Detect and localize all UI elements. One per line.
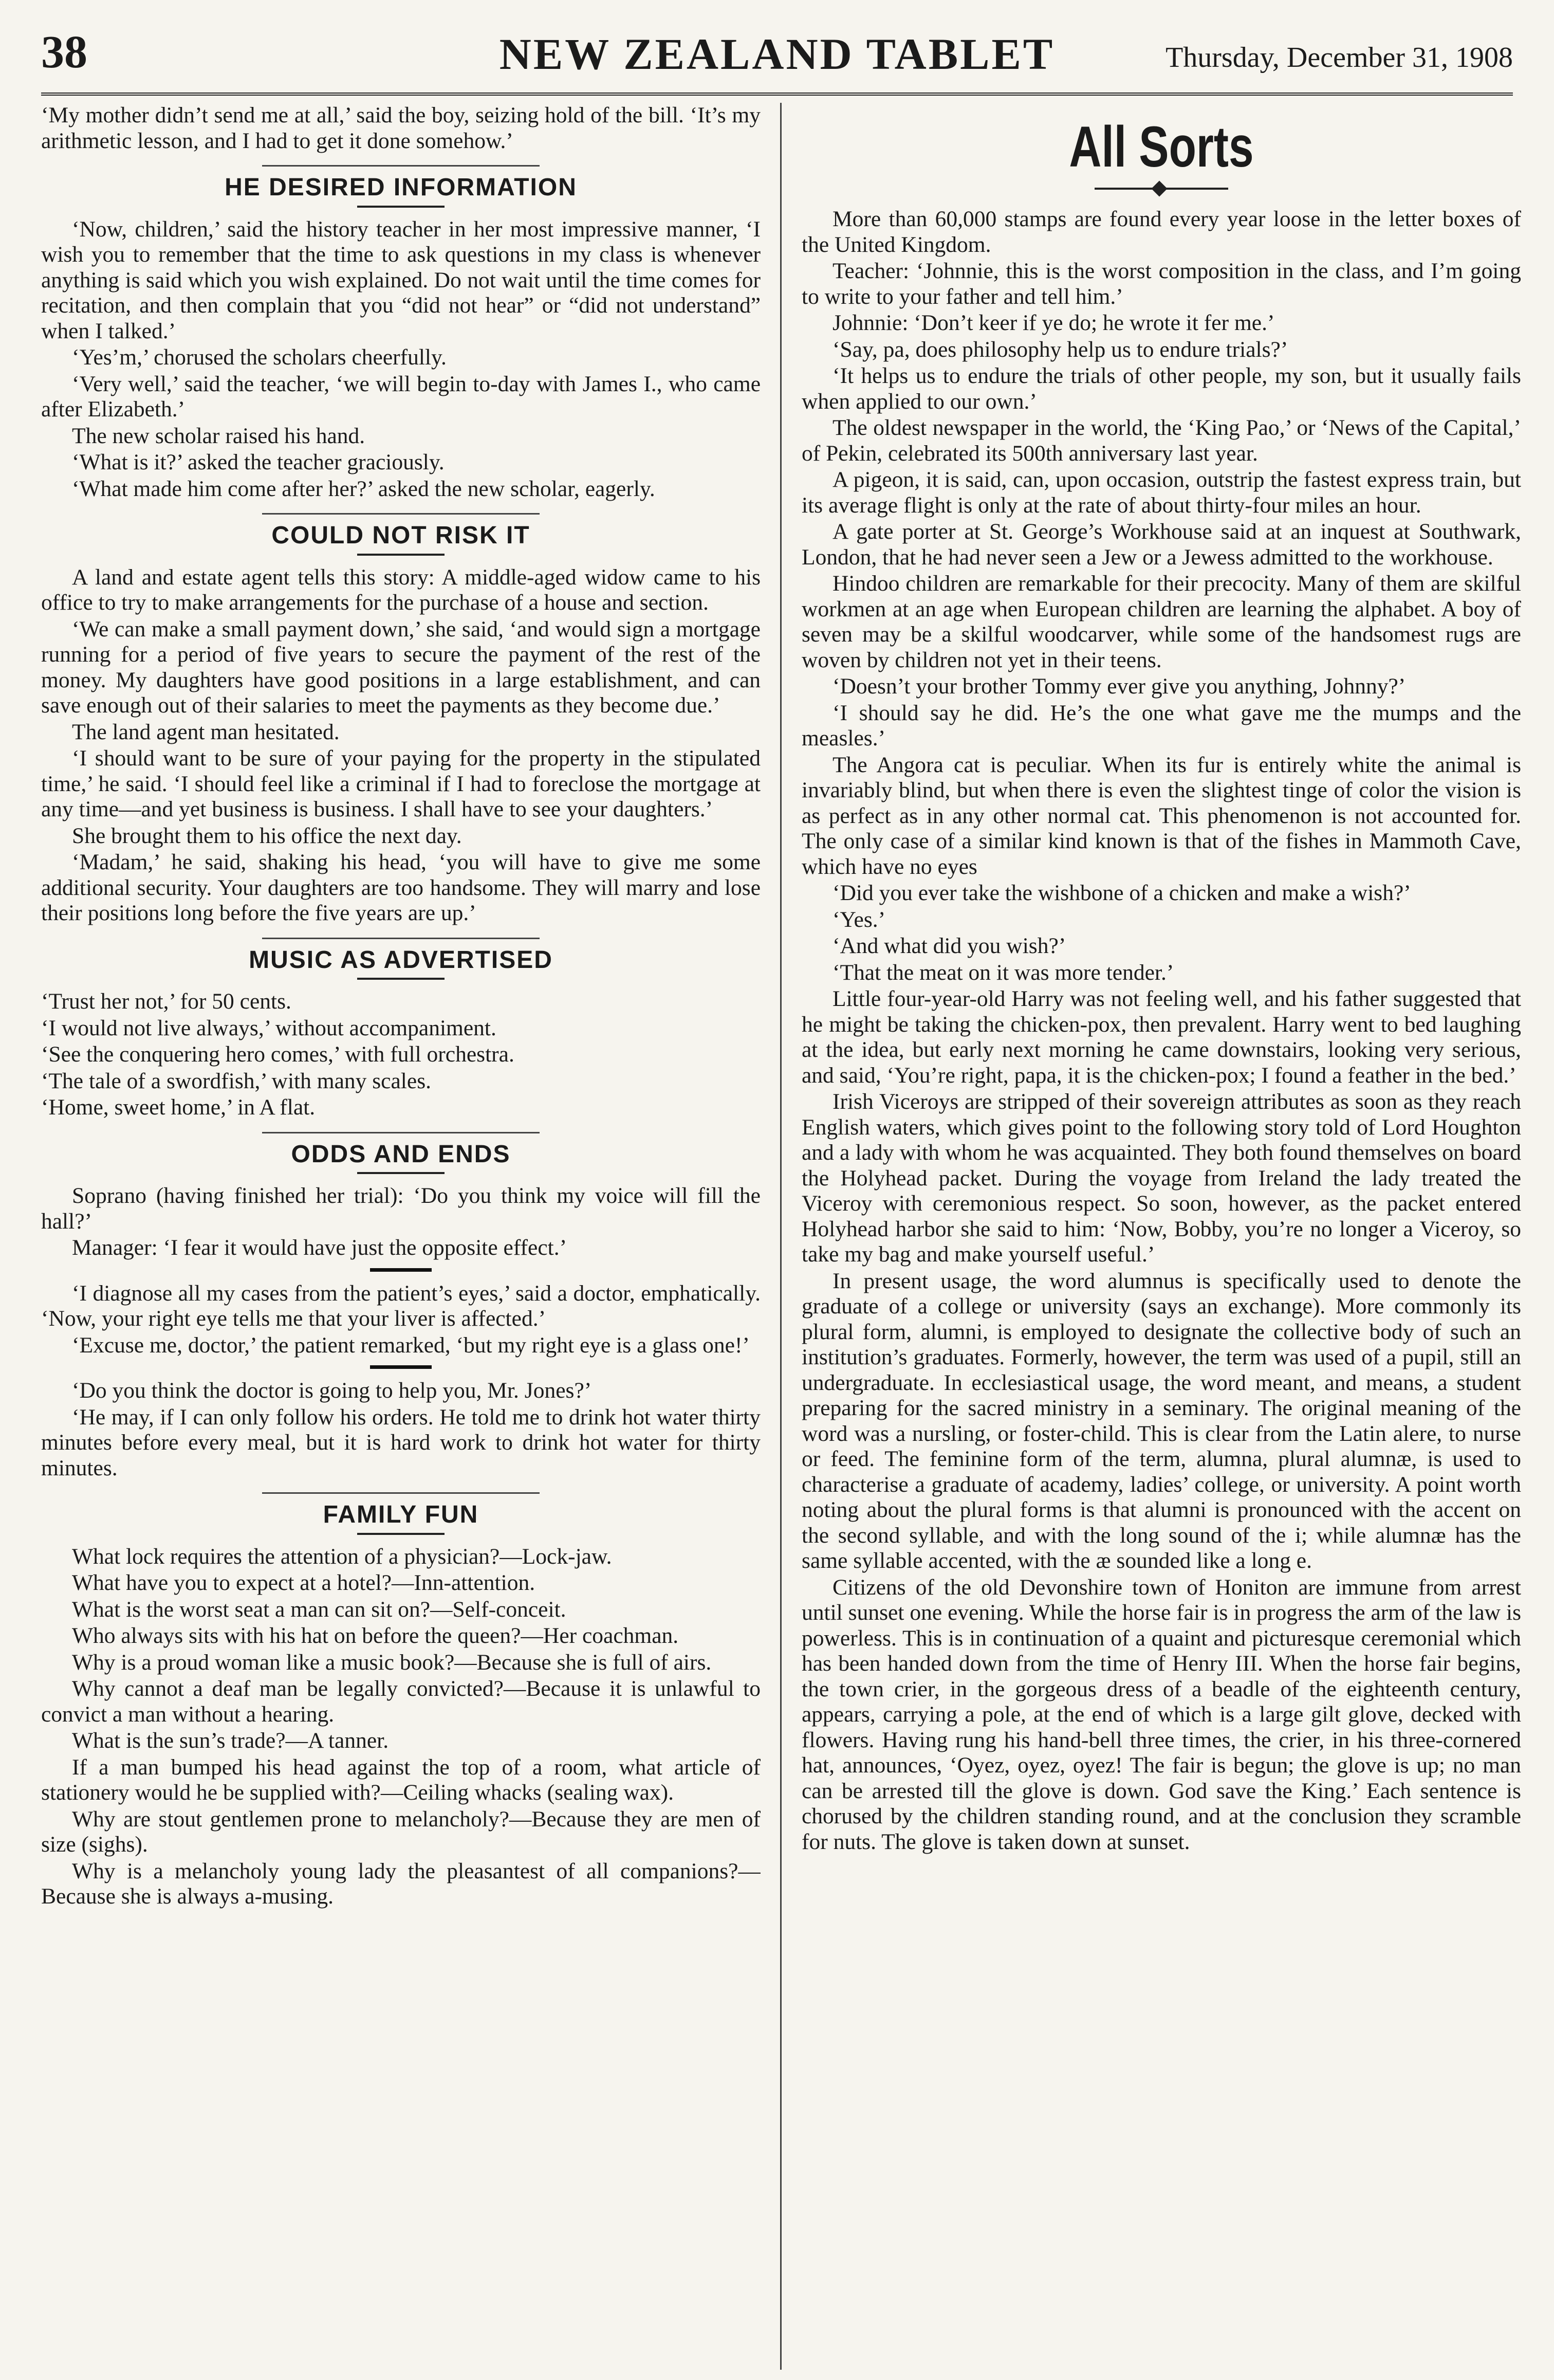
paragraph: More than 60,000 stamps are found every year loose in the letter boxes of the United Kingdom.	[802, 207, 1521, 257]
paragraph: Irish Viceroys are stripped of their sovereign attributes as soon as they reach English waters, which gives point to the following story told of Lord Houghton and a lady with whom he was acquainted. They both found themselves on board the Holyhead packet. During the voyage from Ireland the lady treated the Viceroy with ceremonious respect. So soon, however, as the packet entered Holyhead harbor she said to him: ‘Now, Bobby, you’re no longer a Viceroy, so take my bag and make yourself useful.’	[802, 1089, 1521, 1267]
paragraph: What have you to expect at a hotel?—Inn-attention.	[72, 1570, 535, 1595]
section-divider	[262, 165, 540, 167]
heading-rule	[357, 978, 445, 980]
section-divider	[262, 513, 540, 515]
paragraph: Why is a melancholy young lady the pleasantest of all companions?—Because she is always a-musing.	[41, 1858, 761, 1909]
paragraph: ‘We can make a small payment down,’ she said, ‘and would sign a mortgage running for a period of five years to secure the payment of the rest of the money. My daughters have good positions in a large establishment, and can save enough out of their salaries to meet the payments as they become due.’	[41, 616, 761, 718]
right-column	[802, 103, 1521, 2375]
paragraph: Soprano (having finished her trial): ‘Do you think my voice will fill the hall?’	[41, 1183, 761, 1234]
paragraph: ‘It helps us to endure the trials of other people, my son, but it usually fails when applied to our own.’	[802, 363, 1521, 414]
paragraph: If a man bumped his head against the top of a room, what article of stationery would he be supplied with?—Ceiling whacks (sealing wax).	[41, 1754, 761, 1805]
heading-rule	[357, 1172, 445, 1174]
paragraph: Hindoo children are remarkable for their precocity. Many of them are skilful workmen at an age when European children are learning the alphabet. A boy of seven may be a skilful woodcarver, while some of the handsomest rugs are woven by children not yet in their teens.	[802, 571, 1521, 672]
heading-rule	[357, 1533, 445, 1535]
column-rule	[780, 103, 782, 2370]
section-heading: COULD NOT RISK IT	[271, 522, 530, 549]
paragraph: The Angora cat is peculiar. When its fur is entirely white the animal is invariably blind, but when there is even the slightest tinge of color the vision is as perfect as in any other normal cat. This phenomenon is not accounted for. The only case of a similar kind known is that of the fishes in Mammoth Cave, which have no eyes	[802, 752, 1521, 879]
paragraph: Citizens of the old Devonshire town of Honiton are immune from arrest until sunset one evening. While the horse fair is in progress the arm of the law is powerless. This is in continuation of a quaint and picturesque ceremonial which has been handed down from the time of Henry III. When the horse fair begins, the town crier, in the gorgeous dress of a beadle of the eighteenth century, appears, carrying a pole, at the end of which is a large gilt glove, decked with flowers. Having rung his hand-bell three times, the crier, in his three-cornered hat, announces, ‘Oyez, oyez, oyez! The fair is begun; the glove is up; no man can be arrested till the glove is down. God save the King.’ Each sentence is chorused by the children standing round, and at the conclusion they scramble for nuts. The glove is taken down at sunset.	[802, 1575, 1521, 1854]
paragraph: ‘Now, children,’ said the history teacher in her most impressive manner, ‘I wish you to remember that the time to ask questions in my class is whenever anything is said which you wish explained. Do not wait until the time comes for recitation, and then complain that you “did not hear” or “did not understand” when I talked.’	[41, 216, 761, 343]
paragraph: What is the sun’s trade?—A tanner.	[72, 1728, 389, 1753]
paragraph: ‘Excuse me, doctor,’ the patient remarked, ‘but my right eye is a glass one!’	[72, 1332, 750, 1358]
section-divider	[262, 1492, 540, 1494]
paragraph: Teacher: ‘Johnnie, this is the worst composition in the class, and I’m going to write to your father and tell him.’	[802, 259, 1521, 309]
paragraph: In present usage, the word alumnus is specifically used to denote the graduate of a college or university (says an exchange). More commonly its plural form, alumni, is employed to designate the collective body of such an institution’s graduates. Formerly, however, the term was used of a pupil, still an undergraduate. In ecclesiastical usage, the word meant, and means, a student preparing for the sacred ministry in a seminary. The original meaning of the word was a nursling, or foster-child. This is clear from the Latin alere, to nurse or feed. The feminine form of the term, alumna, plural alumnæ, is used to characterise a graduate of academy, ladies’ college, or university. A point worth noting about the plural forms is that alumni is pronounced with the accent on the second syllable, and with the long sound of the i; while alumnæ has the same syllable accented, with the æ sounded like a long e.	[802, 1268, 1521, 1573]
paragraph: ‘Yes’m,’ chorused the scholars cheerfully.	[72, 345, 447, 370]
paragraph: ‘Yes.’	[832, 907, 886, 932]
heading-rule	[357, 554, 445, 556]
paragraph: Who always sits with his hat on before the queen?—Her coachman.	[72, 1623, 679, 1648]
paragraph: The oldest newspaper in the world, the ‘King Pao,’ or ‘News of the Capital,’ of Pekin, celebrated its 500th anniversary last year.	[802, 415, 1521, 466]
paragraph: ‘What made him come after her?’ asked the new scholar, eagerly.	[72, 476, 655, 501]
paragraph: Why cannot a deaf man be legally convicted?—Because it is unlawful to convict a man without a hearing.	[41, 1676, 761, 1727]
paragraph: ‘Home, sweet home,’ in A flat.	[41, 1095, 316, 1120]
paragraph: ‘I should say he did. He’s the one what gave me the mumps and the measles.’	[802, 700, 1521, 750]
paragraph: ‘And what did you wish?’	[832, 933, 1066, 958]
paragraph: Little four-year-old Harry was not feeling well, and his father suggested that he might be taking the chicken-pox, then prevalent. Harry went to bed laughing at the idea, but early next morning he came downstairs, looking very serious, and said, ‘You’re right, papa, it is the chicken-pox; I found a feather in the bed.’	[802, 986, 1521, 1088]
paragraph: What lock requires the attention of a physician?—Lock-jaw.	[72, 1544, 612, 1569]
paragraph: ‘See the conquering hero comes,’ with full orchestra.	[41, 1042, 514, 1067]
left-column	[41, 103, 761, 2375]
section-heading: ODDS AND ENDS	[291, 1140, 511, 1168]
paragraph: ‘I should want to be sure of your paying for the property in the stipulated time,’ he said. ‘I should feel like a criminal if I had to foreclose the mortgage at any time—and yet business is business. I shall have to see your daughters.’	[41, 746, 761, 821]
issue-date: Thursday, December 31, 1908	[1166, 42, 1513, 74]
intro-paragraph: ‘My mother didn’t send me at all,’ said the boy, seizing hold of the bill. ‘It’s my arithmetic lesson, and I had to get it done somehow.’	[41, 103, 761, 153]
paragraph: Manager: ‘I fear it would have just the opposite effect.’	[72, 1235, 567, 1260]
section-heading: HE DESIRED INFORMATION	[225, 174, 577, 201]
section-divider	[262, 1132, 540, 1133]
paragraph: ‘The tale of a swordfish,’ with many scales.	[41, 1068, 431, 1093]
paragraph-divider	[370, 1365, 432, 1369]
section-heading: MUSIC AS ADVERTISED	[249, 946, 553, 974]
paragraph: ‘I would not live always,’ without accompaniment.	[41, 1015, 496, 1040]
paragraph: Why are stout gentlemen prone to melancholy?—Because they are men of size (sighs).	[41, 1806, 761, 1857]
paragraph: ‘Did you ever take the wishbone of a chicken and make a wish?’	[832, 881, 1411, 905]
paragraph: A pigeon, it is said, can, upon occasion, outstrip the fastest express train, but its average flight is only at the rate of about thirty-four miles an hour.	[802, 467, 1521, 518]
paragraph: ‘He may, if I can only follow his orders. He told me to drink hot water thirty minutes before every meal, but it is hard work to drink hot water for thirty minutes.	[41, 1404, 761, 1480]
diamond-ornament	[1095, 181, 1228, 196]
paragraph: A land and estate agent tells this story: A middle-aged widow came to his office to try to make arrangements for the purchase of a house and section.	[41, 564, 761, 615]
paragraph: ‘Doesn’t your brother Tommy ever give you anything, Johnny?’	[832, 674, 1406, 699]
paragraph-divider	[370, 1268, 432, 1272]
paragraph: The land agent man hesitated.	[72, 719, 340, 744]
all-sorts-heading: All Sorts	[1069, 115, 1254, 179]
masthead	[41, 10, 1513, 96]
section-divider	[262, 938, 540, 939]
paragraph: ‘I diagnose all my cases from the patient’s eyes,’ said a doctor, emphatically. ‘Now, your right eye tells me that your liver is affected.’	[41, 1280, 761, 1331]
paragraph: ‘Trust her not,’ for 50 cents.	[41, 989, 291, 1014]
diamond-icon	[1151, 180, 1167, 196]
paragraph: Johnnie: ‘Don’t keer if ye do; he wrote it fer me.’	[832, 310, 1275, 335]
paragraph: What is the worst seat a man can sit on?—Self-conceit.	[72, 1597, 566, 1622]
paragraph: ‘Do you think the doctor is going to help you, Mr. Jones?’	[72, 1378, 592, 1403]
paragraph: The new scholar raised his hand.	[72, 423, 365, 448]
paper-name: NEW ZEALAND TABLET	[499, 29, 1055, 79]
paragraph: A gate porter at St. George’s Workhouse said at an inquest at Southwark, London, that he had never seen a Jew or a Jewess admitted to the workhouse.	[802, 519, 1521, 570]
paragraph: ‘Madam,’ he said, shaking his head, ‘you will have to give me some additional security. Your daughters are too handsome. They will marry and lose their positions long before the five years are up.’	[41, 850, 761, 925]
paragraph: ‘Very well,’ said the teacher, ‘we will begin to-day with James I., who came after Elizabeth.’	[41, 371, 761, 422]
paragraph: ‘Say, pa, does philosophy help us to endure trials?’	[832, 337, 1288, 362]
paragraph: Why is a proud woman like a music book?—Because she is full of airs.	[72, 1650, 712, 1675]
paragraph: She brought them to his office the next day.	[72, 823, 462, 848]
heading-rule	[357, 206, 445, 208]
paragraph: ‘That the meat on it was more tender.’	[832, 960, 1174, 985]
page-number: 38	[41, 27, 87, 78]
section-heading: FAMILY FUN	[323, 1501, 479, 1528]
paragraph: ‘What is it?’ asked the teacher graciously.	[72, 450, 445, 474]
